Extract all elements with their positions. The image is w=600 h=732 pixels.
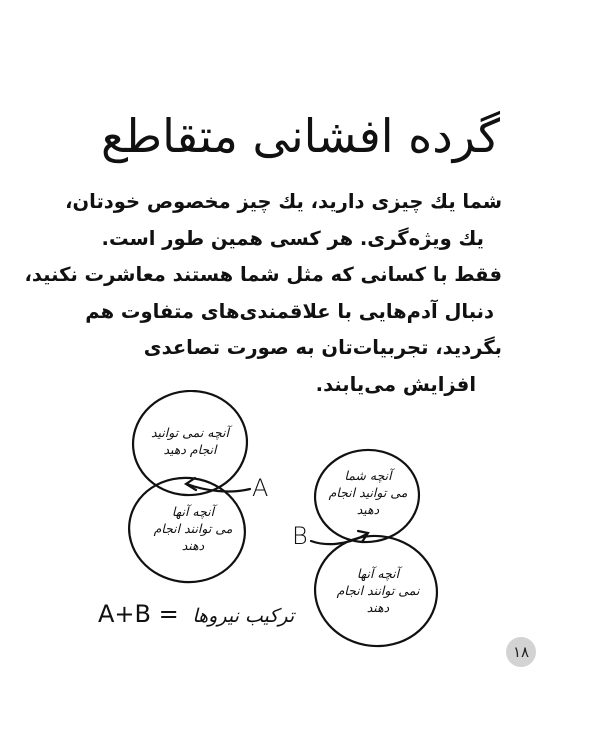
label-b: B bbox=[292, 522, 308, 550]
paragraph-line: فقط با کسانی که مثل شما هستند معاشرت نکنید، bbox=[24, 263, 502, 286]
left-bottom-circle-label: آنچه آنها می توانند انجام دهند bbox=[153, 504, 233, 553]
page-number-badge: ۱۸ bbox=[506, 637, 536, 667]
equation bbox=[98, 600, 295, 628]
label-a: A bbox=[252, 474, 269, 502]
paragraph-line: دنبال آدم‌هایی با علاقمندی‌های متفاوت هم bbox=[85, 299, 494, 323]
body-paragraph bbox=[24, 184, 502, 403]
right-top-circle-label: آنچه شما می توانید انجام دهید bbox=[328, 468, 408, 517]
equation-text: ترکیب نیروها bbox=[192, 605, 295, 627]
right-bottom-circle-label: آنچه آنها نمی توانند انجام دهند bbox=[336, 566, 420, 615]
paragraph-line: یك ویژه‌گری. هر کسی همین طور است. bbox=[101, 226, 484, 250]
page-title: گرده افشانی متقاطع bbox=[101, 109, 500, 163]
paragraph-line: بگردید، تجربیات‌تان به صورت تصاعدی bbox=[143, 336, 502, 359]
paragraph-line: شما یك چیزی دارید، یك چیز مخصوص خودتان، bbox=[65, 190, 502, 213]
equation-formula: A+B = bbox=[98, 600, 179, 628]
left-top-circle-label: آنچه نمی توانید انجام دهید bbox=[150, 425, 229, 457]
paragraph-line: افزایش می‌یابند. bbox=[315, 372, 476, 396]
